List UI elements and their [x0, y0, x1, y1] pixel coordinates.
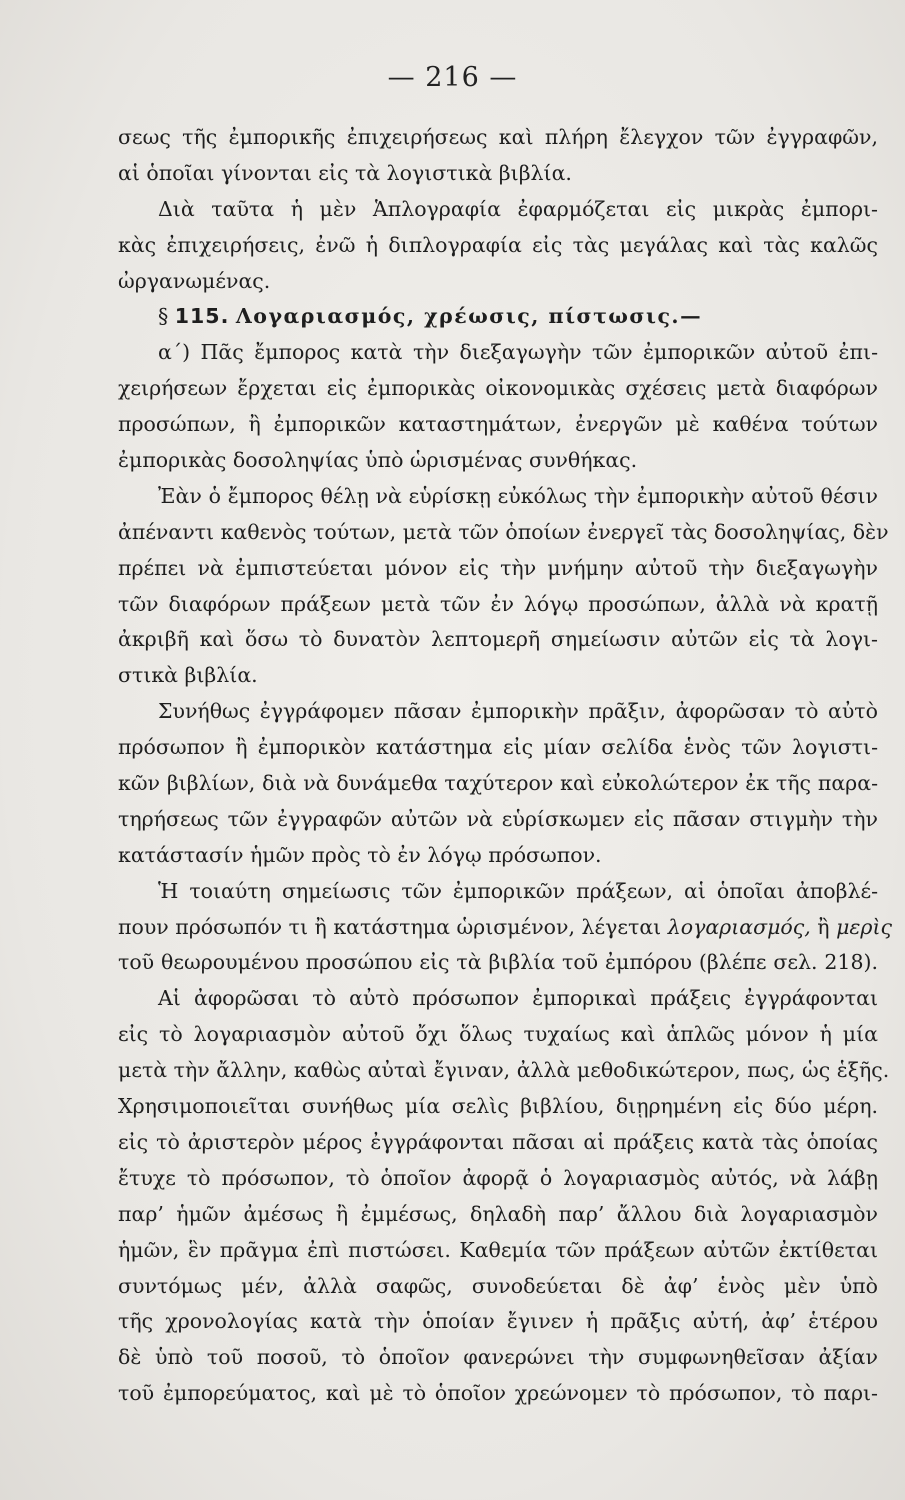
text-line: κῶν βιβλίων, διὰ νὰ δυνάμεθα ταχύτερον καὶ εὐκολώτερον ἐκ τῆς παρα-: [118, 771, 878, 796]
text-line: παρ’ ἡμῶν ἀμέσως ἢ ἐμμέσως, δηλαδὴ παρ’ ἄλλου διὰ λογαριασμὸν: [118, 1201, 878, 1226]
text-line: Ἐὰν ὁ ἔμπορος θέλῃ νὰ εὑρίσκῃ εὐκόλως τὴν ἐμπορικὴν αὐτοῦ θέσιν: [158, 483, 878, 508]
text-line: [118, 910, 892, 946]
text-line: ὠργανωμένας.: [118, 268, 271, 293]
text-line: προσώπων, ἢ ἐμπορικῶν καταστημάτων, ἐνεργῶν μὲ καθένα τούτων: [118, 412, 878, 437]
term-meris: μερὶς: [836, 914, 892, 939]
text-line: τοῦ θεωρουμένου προσώπου εἰς τὰ βιβλία τοῦ ἐμπόρου (βλέπε σελ. 218).: [118, 950, 878, 975]
text-line: κατάστασίν ἡμῶν πρὸς τὸ ἐν λόγῳ πρόσωπον.: [118, 842, 602, 867]
text-line: ἀκριβῆ καὶ ὅσω τὸ δυνατὸν λεπτομερῆ σημείωσιν αὐτῶν εἰς τὰ λογι-: [118, 627, 878, 652]
text-line: πρέπει νὰ ἐμπιστεύεται μόνον εἰς τὴν μνήμην αὐτοῦ τὴν διεξαγωγὴν: [118, 555, 878, 580]
section-number: 115.: [174, 304, 230, 329]
text-line: εἰς τὸ ἀριστερὸν μέρος ἐγγράφονται πᾶσαι αἱ πράξεις κατὰ τὰς ὁποίας: [118, 1129, 878, 1154]
term-logariasmos: λογαριασμός,: [667, 914, 811, 939]
text-line: Διὰ ταῦτα ἡ μὲν Ἁπλογραφία ἐφαρμόζεται εἰς μικρὰς ἐμπορι-: [158, 196, 878, 221]
section-heading: [118, 299, 878, 335]
text-line: Ἡ τοιαύτη σημείωσις τῶν ἐμπορικῶν πράξεων, αἱ ὁποῖαι ἀποβλέ-: [158, 878, 878, 903]
text-line: τοῦ ἐμπορεύματος, καὶ μὲ τὸ ὁποῖον χρεώνομεν τὸ πρόσωπον, τὸ παρι-: [118, 1381, 878, 1406]
text-fragment: ἢ: [810, 914, 837, 939]
text-line: χειρήσεων ἔρχεται εἰς ἐμπορικὰς οἰκονομικὰς σχέσεις μετὰ διαφόρων: [118, 376, 878, 401]
text-line: εἰς τὸ λογαριασμὸν αὐτοῦ ὄχι ὅλως τυχαίως καὶ ἁπλῶς μόνον ἡ μία: [118, 1022, 878, 1047]
text-line: πρόσωπον ἢ ἐμπορικὸν κατάστημα εἰς μίαν σελίδα ἑνὸς τῶν λογιστι-: [118, 735, 878, 760]
section-title: Λογαριασμός, χρέωσις, πίστωσις.—: [235, 304, 703, 329]
text-line: στικὰ βιβλία.: [118, 663, 258, 688]
text-fragment: πουν πρόσωπόν τι ἢ κατάστημα ὡρισμένον, λέγεται: [118, 914, 668, 939]
text-line: κὰς ἐπιχειρήσεις, ἐνῶ ἡ διπλογραφία εἰς τὰς μεγάλας καὶ τὰς καλῶς: [118, 232, 878, 257]
section-mark: §: [158, 304, 169, 329]
text-line: αἱ ὁποῖαι γίνονται εἰς τὰ λογιστικὰ βιβλία.: [118, 160, 572, 185]
text-line: τῶν διαφόρων πράξεων μετὰ τῶν ἐν λόγῳ προσώπων, ἀλλὰ νὰ κρατῇ: [118, 591, 878, 616]
text-line: δὲ ὑπὸ τοῦ ποσοῦ, τὸ ὁποῖον φανερώνει τὴν συμφωνηθεῖσαν ἀξίαν: [118, 1345, 878, 1370]
text-line: σεως τῆς ἐμπορικῆς ἐπιχειρήσεως καὶ πλήρη ἔλεγχον τῶν ἐγγραφῶν,: [118, 125, 878, 149]
text-line: συντόμως μέν, ἀλλὰ σαφῶς, συνοδεύεται δὲ ἀφ’ ἑνὸς μὲν ὑπὸ: [118, 1273, 878, 1298]
body-text: [118, 120, 892, 1412]
text-line: Συνήθως ἐγγράφομεν πᾶσαν ἐμπορικὴν πρᾶξιν, ἀφορῶσαν τὸ αὐτὸ: [158, 699, 878, 724]
text-line: α΄) Πᾶς ἔμπορος κατὰ τὴν διεξαγωγὴν τῶν ἐμπορικῶν αὐτοῦ ἐπι-: [158, 340, 878, 365]
text-line: τηρήσεως τῶν ἐγγραφῶν αὐτῶν νὰ εὑρίσκωμεν εἰς πᾶσαν στιγμὴν τὴν: [118, 806, 878, 831]
text-line: ἐμπορικὰς δοσοληψίας ὑπὸ ὡρισμένας συνθήκας.: [118, 448, 638, 473]
text-line: τῆς χρονολογίας κατὰ τὴν ὁποίαν ἔγινεν ἡ πρᾶξις αὐτή, ἀφ’ ἑτέρου: [118, 1309, 878, 1334]
text-line: Αἱ ἀφορῶσαι τὸ αὐτὸ πρόσωπον ἐμπορικαὶ πράξεις ἐγγράφονται: [158, 986, 878, 1011]
text-line: μετὰ τὴν ἄλλην, καθὼς αὐταὶ ἔγιναν, ἀλλὰ μεθοδικώτερον, πως, ὡς ἑξῆς.: [118, 1058, 890, 1083]
text-line: ἔτυχε τὸ πρόσωπον, τὸ ὁποῖον ἀφορᾷ ὁ λογαριασμὸς αὐτός, νὰ λάβῃ: [118, 1165, 878, 1190]
text-line: ἡμῶν, ἓν πρᾶγμα ἐπὶ πιστώσει. Καθεμία τῶν πράξεων αὐτῶν ἐκτίθεται: [118, 1237, 878, 1262]
text-line: Χρησιμοποιεῖται συνήθως μία σελὶς βιβλίου, διῃρημένη εἰς δύο μέρη.: [118, 1094, 878, 1119]
text-line: ἀπέναντι καθενὸς τούτων, μετὰ τῶν ὁποίων ἐνεργεῖ τὰς δοσοληψίας, δὲν: [118, 519, 889, 544]
page-number: — 216 —: [387, 62, 518, 93]
